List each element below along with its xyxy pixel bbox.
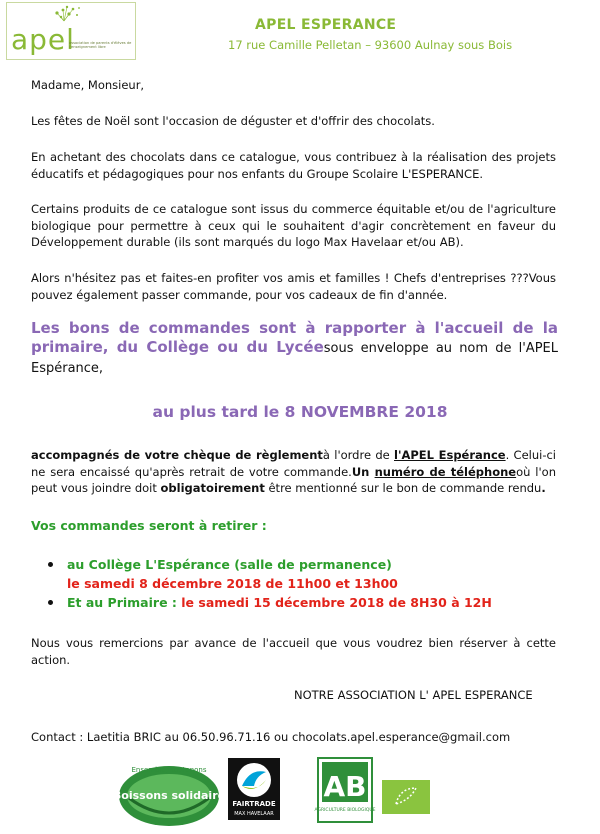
cheque-text: à l'ordre de [322, 448, 394, 462]
organization-address: 17 rue Camille Pelletan – 93600 Aulnay sous Bois [228, 38, 513, 52]
logo2-sub: MAX HAVELAAR [234, 811, 274, 817]
paragraph-share: Alors n'hésitez pas et faites-en profiter vos amis et familles ! Chefs d'entreprises ???Vous pouvez également passer commande, pour vos cadeaux de fin d'année. [31, 271, 556, 302]
phone-required: numéro de téléphone [374, 464, 517, 479]
apel-payee: l'APEL Espérance [394, 448, 506, 462]
return-instructions [31, 319, 558, 378]
logo3-sub: AGRICULTURE BIOLOGIQUE [314, 808, 376, 813]
return-instructions-plain: sous enveloppe au nom de l'APEL Espérance, [31, 341, 558, 376]
paragraph-fair-trade: Certains produits de ce catalogue sont issus du commerce équitable et/ou de l'agriculture biologique pour permettre à ceux qui le souhaitent d'agir concrètement en faveur du Développement durable (ils sont marqués du logo Max Havelaar et/ou AB). [31, 202, 556, 249]
pickup-college-date: le samedi 8 décembre 2018 de 11h00 et 13h00 [67, 576, 398, 591]
cheque-bold: accompagnés de votre chèque de règlement [31, 448, 323, 462]
logo1-arc: Ensemble, soutenons [131, 766, 207, 774]
pickup-primaire-date: le samedi 15 décembre 2018 de 8H30 à 12H [181, 595, 492, 610]
logo-tagline: association de parents d'élèves de l'enseignement libre [69, 41, 132, 50]
paragraph-intro: Les fêtes de Noël sont l'occasion de déguster et d'offrir des chocolats. [31, 114, 435, 128]
paragraph-contribution: En achetant des chocolats dans ce catalogue, vous contribuez à la réalisation des projets éducatifs et pédagogiques pour nos enfants du Groupe Scolaire L'ESPERANCE. [31, 150, 556, 181]
pickup-primaire: Et au Primaire : [67, 595, 182, 610]
pickup-title: Vos commandes seront à retirer : [31, 518, 267, 533]
fairtrade-logo [228, 758, 280, 824]
logo-wordmark: apel [11, 23, 75, 56]
boissons-solidaire-logo [112, 758, 226, 832]
list-item [46, 593, 566, 612]
return-instructions-bold: Les bons de commandes sont à rapporter à l'accueil de la primaire, du Collège ou du Lycée [31, 319, 558, 356]
organization-name: APEL ESPERANCE [255, 17, 397, 33]
pickup-list [46, 555, 566, 612]
phone-text: où l'on peut vous joindre doit [31, 464, 556, 495]
logo1-text: Boissons solidaire [112, 789, 226, 802]
eu-organic-logo [382, 780, 430, 818]
letterhead [0, 0, 600, 62]
bullet-icon [48, 562, 53, 567]
contact-line: Contact : Laetitia BRIC au 06.50.96.71.16 ou chocolats.apel.esperance@gmail.com [31, 730, 511, 744]
logo2-text: FAIRTRADE [232, 800, 276, 808]
phone-un: Un [351, 464, 375, 479]
paragraph-payment [31, 447, 556, 497]
phone-mandatory: obligatoirement [160, 481, 265, 495]
salutation: Madame, Monsieur, [31, 78, 145, 92]
deadline: au plus tard le 8 NOVEMBRE 2018 [152, 403, 448, 421]
bullet-icon [48, 600, 53, 605]
pickup-college: au Collège L'Espérance (salle de permanence) [67, 557, 392, 572]
ab-logo [314, 758, 376, 826]
cheque-text-2: . Celui-ci ne sera encaissé qu'après retrait de votre commande. [31, 448, 556, 479]
thanks: Nous vous remercions par avance de l'accueil que vous voudrez bien réserver à cette action. [31, 636, 556, 667]
list-item [46, 555, 566, 593]
apel-logo [6, 2, 136, 60]
phone-text-2: être mentionné sur le bon de commande rendu [264, 481, 542, 495]
logo3-text: AB [323, 770, 367, 803]
phone-period: . [541, 481, 546, 495]
signature: NOTRE ASSOCIATION L' APEL ESPERANCE [294, 688, 533, 702]
